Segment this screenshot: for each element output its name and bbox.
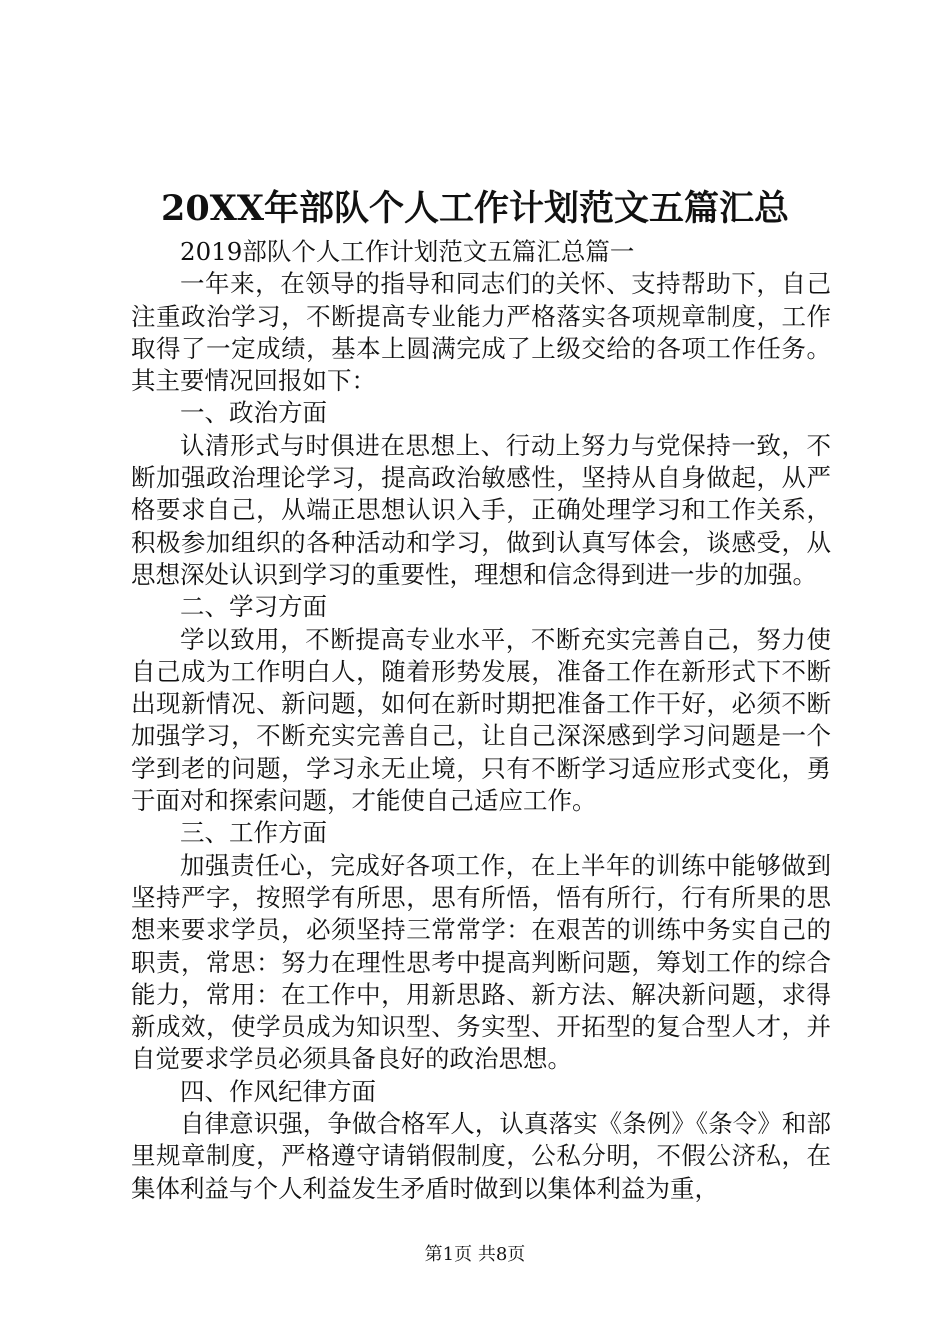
section-heading: 四、作风纪律方面 [180,1076,376,1106]
section-heading: 一、政治方面 [180,398,327,428]
body-paragraph: 一年来，在领导的指导和同志们的关怀、支持帮助下，自己注重政治学习，不断提高专业能力严格落实各项规章制度，工作取得了一定成绩，基本上圆满完成了上级交给的各项工作任务。其主要情况回报如下： [131,269,831,396]
body-paragraph: 自律意识强，争做合格军人，认真落实《条例》《条令》和部里规章制度，严格遵守请销假制度，公私分明，不假公济私，在集体利益与个人利益发生矛盾时做到以集体利益为重， [131,1109,831,1203]
section-heading: 2019部队个人工作计划范文五篇汇总篇一 [180,237,635,266]
body-paragraph: 加强责任心，完成好各项工作，在上半年的训练中能够做到坚持严字，按照学有所思，思有所悟，悟有所行，行有所果的思想来要求学员，必须坚持三常常学：在艰苦的训练中务实自己的职责，常思：努力在理性思考中提高判断问题，筹划工作的综合能力，常用：在工作中，用新思路、新方法、解决新问题，求得新成效，使学员成为知识型、务实型、开拓型的复合型人才，并自觉要求学员必须具备良好的政治思想。 [131,850,831,1074]
document-body [131,236,831,1205]
section-heading: 三、工作方面 [180,818,327,848]
section-heading: 二、学习方面 [180,592,327,622]
page-number-footer: 第1页 共8页 [424,1244,526,1265]
body-paragraph: 学以致用，不断提高专业水平，不断充实完善自己，努力使自己成为工作明白人，随着形势发展，准备工作在新形式下不断出现新情况、新问题，如何在新时期把准备工作干好，必须不断加强学习，不断充实完善自己，让自己深深感到学习问题是一个学到老的问题，学习永无止境，只有不断学习适应形式变化，勇于面对和探索问题，才能使自己适应工作。 [131,624,831,816]
document-title: 20XX年部队个人工作计划范文五篇汇总 [160,188,790,229]
body-paragraph: 认清形式与时俱进在思想上、行动上努力与党保持一致，不断加强政治理论学习，提高政治敏感性，坚持从自身做起，从严格要求自己，从端正思想认识入手，正确处理学习和工作关系，积极参加组织的各种活动和学习，做到认真写体会，谈感受，从思想深处认识到学习的重要性，理想和信念得到进一步的加强。 [131,430,831,589]
